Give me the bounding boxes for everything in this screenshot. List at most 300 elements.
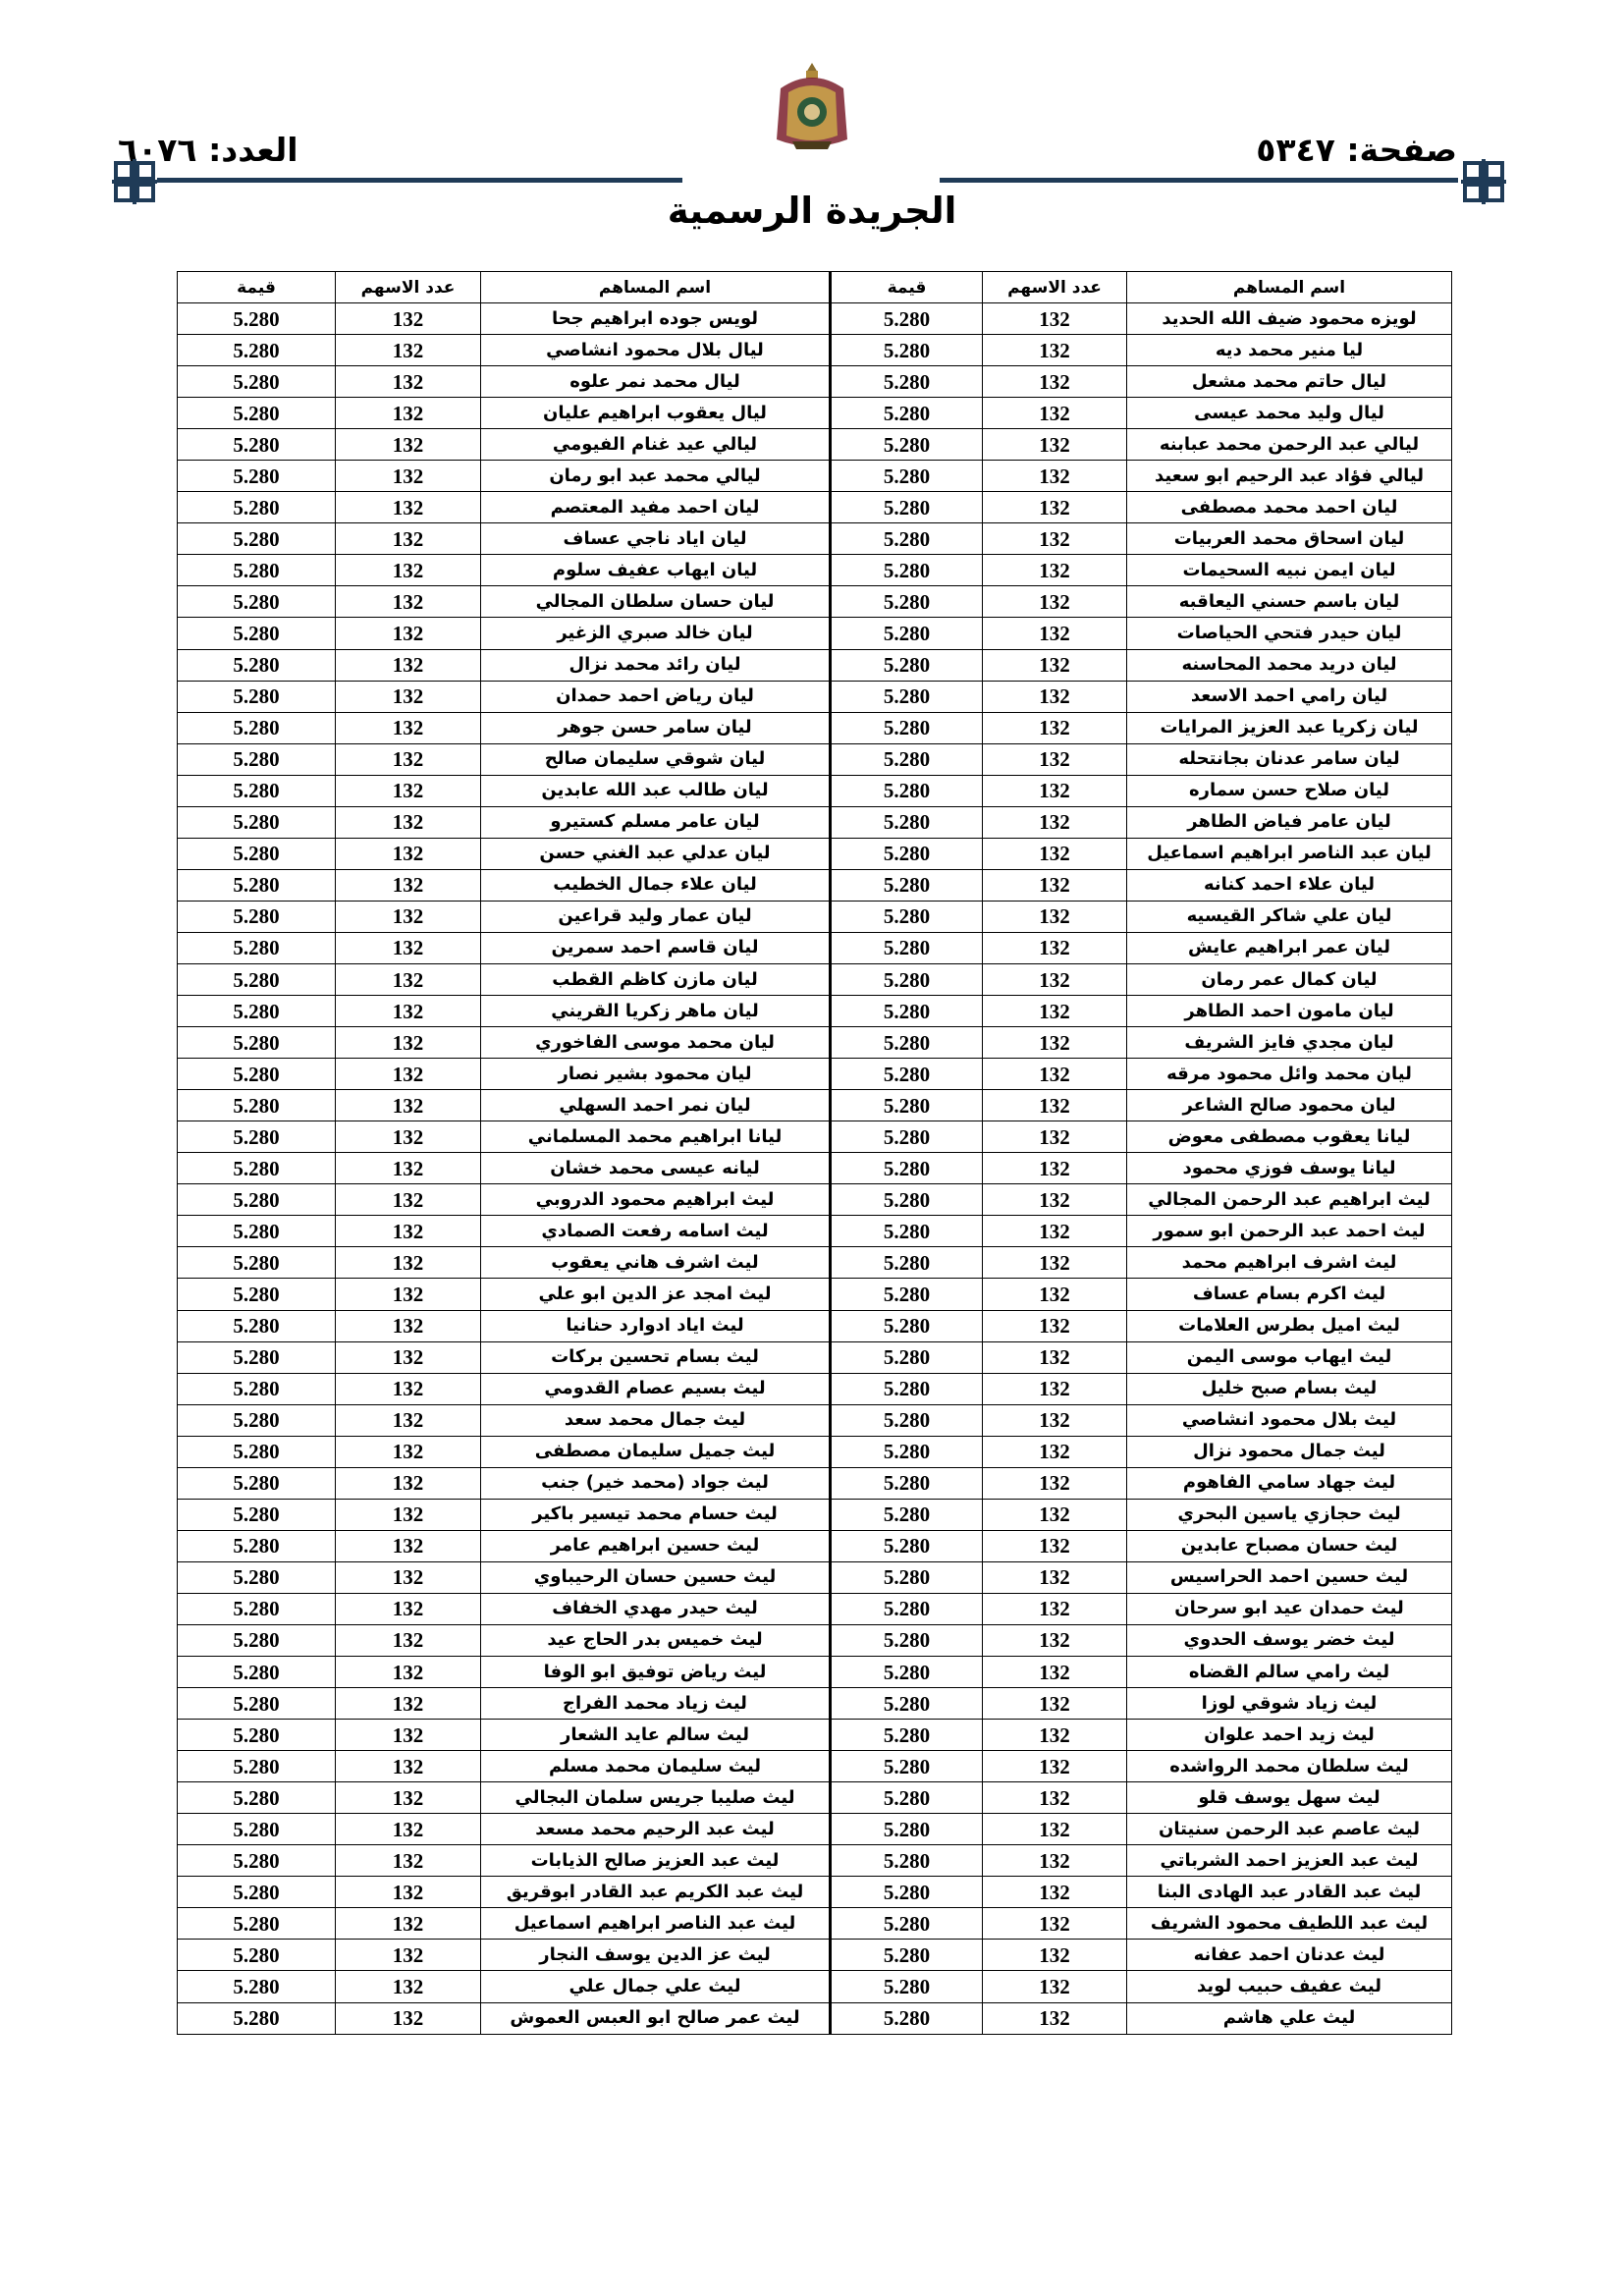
share-count-cell: 132 [336, 806, 481, 838]
share-count-cell: 132 [983, 1153, 1127, 1184]
shareholder-name-cell: ليان عدلي عبد الغني حسن [481, 838, 831, 869]
shareholder-name-cell: ليث حسام محمد تيسير باكير [481, 1499, 831, 1530]
share-value-cell: 5.280 [831, 1247, 983, 1279]
shareholder-name-cell: ليث بسام تحسين بركات [481, 1341, 831, 1373]
share-count-cell: 132 [983, 2002, 1127, 2034]
share-count-cell: 132 [983, 1121, 1127, 1153]
share-value-cell: 5.280 [831, 1310, 983, 1341]
share-count-cell: 132 [336, 429, 481, 461]
share-value-cell: 5.280 [178, 743, 336, 775]
shareholder-name-cell: ليث حسين حسان الرحيباوي [481, 1561, 831, 1593]
shareholder-name-cell: ليث عبد الكريم عبد القادر ابوقريق [481, 1877, 831, 1908]
page-number: صفحة: ٥٣٤٧ [1256, 131, 1457, 169]
shareholder-name-cell: ليال حاتم محمد مشعل [1127, 366, 1452, 398]
shareholder-name-cell: ليانه عيسى محمد خشان [481, 1153, 831, 1184]
share-count-cell: 132 [983, 586, 1127, 618]
share-count-cell: 132 [336, 461, 481, 492]
shareholder-name-cell: ليث حسين احمد الحراسيس [1127, 1561, 1452, 1593]
share-count-cell: 132 [983, 429, 1127, 461]
share-count-cell: 132 [983, 1624, 1127, 1656]
share-count-cell: 132 [336, 932, 481, 963]
shareholder-name-cell: ليث صليبا جريس سلمان البجالي [481, 1782, 831, 1814]
share-value-cell: 5.280 [831, 649, 983, 681]
shareholder-name-cell: ليالي عيد غنام الفيومي [481, 429, 831, 461]
table-row [178, 1782, 1452, 1814]
share-value-cell: 5.280 [178, 1940, 336, 1971]
share-count-cell: 132 [983, 869, 1127, 901]
shareholder-name-cell: ليث امجد عز الدين ابو علي [481, 1279, 831, 1310]
share-count-cell: 132 [336, 1121, 481, 1153]
share-count-cell: 132 [983, 963, 1127, 995]
table-row [178, 429, 1452, 461]
table-row [178, 618, 1452, 649]
shareholder-name-cell: ليث حمدان عيد ابو سرحان [1127, 1593, 1452, 1624]
table-row [178, 1279, 1452, 1310]
share-value-cell: 5.280 [178, 523, 336, 555]
share-value-cell: 5.280 [831, 1908, 983, 1940]
share-count-cell: 132 [336, 1090, 481, 1121]
share-count-cell: 132 [983, 1940, 1127, 1971]
share-count-cell: 132 [983, 1971, 1127, 2002]
share-count-cell: 132 [336, 1436, 481, 1467]
share-count-cell: 132 [336, 303, 481, 335]
shareholder-name-cell: ليانا يوسف فوزي محمود [1127, 1153, 1452, 1184]
share-value-cell: 5.280 [178, 1121, 336, 1153]
shareholder-name-cell: ليال يعقوب ابراهيم عليان [481, 398, 831, 429]
share-count-cell: 132 [336, 1059, 481, 1090]
table-row [178, 1940, 1452, 1971]
table-row [178, 1027, 1452, 1059]
shareholder-name-cell: ليث حسين ابراهيم عامر [481, 1530, 831, 1561]
shareholder-name-cell: ليانا يعقوب مصطفى معوض [1127, 1121, 1452, 1153]
shareholder-name-cell: ليال وليد محمد عيسى [1127, 398, 1452, 429]
shareholder-name-cell: ليث سليمان محمد مسلم [481, 1751, 831, 1782]
share-value-cell: 5.280 [178, 681, 336, 712]
royal-emblem-icon [763, 57, 861, 155]
share-value-cell: 5.280 [178, 1467, 336, 1499]
shareholder-name-cell: ليان صلاح حسن سماره [1127, 775, 1452, 806]
shareholder-name-cell: ليث عبد القادر عبد الهادى البنا [1127, 1877, 1452, 1908]
shareholder-name-cell: ليان عبد الناصر ابراهيم اسماعيل [1127, 838, 1452, 869]
shareholder-name-cell: ليان محمود بشير نصار [481, 1059, 831, 1090]
shareholder-name-cell: ليان رائد محمد نزال [481, 649, 831, 681]
column-header: اسم المساهم [1127, 272, 1452, 303]
shareholder-name-cell: ليث حجازي ياسين البحري [1127, 1499, 1452, 1530]
share-value-cell: 5.280 [178, 712, 336, 743]
shareholder-name-cell: ليث رياض توفيق ابو الوفا [481, 1657, 831, 1688]
share-value-cell: 5.280 [178, 492, 336, 523]
table-row [178, 1657, 1452, 1688]
share-count-cell: 132 [983, 303, 1127, 335]
share-count-cell: 132 [983, 901, 1127, 932]
shareholder-name-cell: ليال بلال محمود انشاصي [481, 335, 831, 366]
share-value-cell: 5.280 [831, 1373, 983, 1404]
share-count-cell: 132 [336, 1720, 481, 1751]
table-row [178, 303, 1452, 335]
shareholder-name-cell: ليث جمال محمود نزال [1127, 1436, 1452, 1467]
shareholder-name-cell: ليان باسم حسني اليعاقبه [1127, 586, 1452, 618]
shareholder-name-cell: ليث اميل بطرس العلامات [1127, 1310, 1452, 1341]
shareholder-name-cell: ليث اكرم بسام عساف [1127, 1279, 1452, 1310]
share-count-cell: 132 [983, 1027, 1127, 1059]
share-count-cell: 132 [983, 1341, 1127, 1373]
share-value-cell: 5.280 [831, 1657, 983, 1688]
share-count-cell: 132 [336, 1940, 481, 1971]
share-count-cell: 132 [983, 932, 1127, 963]
share-value-cell: 5.280 [178, 461, 336, 492]
share-value-cell: 5.280 [178, 1404, 336, 1436]
share-count-cell: 132 [336, 398, 481, 429]
table-row [178, 1751, 1452, 1782]
share-count-cell: 132 [336, 1877, 481, 1908]
share-value-cell: 5.280 [831, 1027, 983, 1059]
table-row [178, 1530, 1452, 1561]
share-count-cell: 132 [983, 649, 1127, 681]
share-value-cell: 5.280 [178, 1436, 336, 1467]
table-row [178, 1561, 1452, 1593]
table-row [178, 398, 1452, 429]
table-row [178, 1624, 1452, 1656]
share-count-cell: 132 [336, 1184, 481, 1216]
shareholder-name-cell: ليان خالد صبري الزغير [481, 618, 831, 649]
share-count-cell: 132 [336, 838, 481, 869]
share-count-cell: 132 [336, 1499, 481, 1530]
share-count-cell: 132 [983, 1373, 1127, 1404]
table-row [178, 1593, 1452, 1624]
table-row [178, 1373, 1452, 1404]
shareholder-name-cell: ليث جمال محمد سعد [481, 1404, 831, 1436]
table-row [178, 1688, 1452, 1720]
shareholder-name-cell: ليث خميس بدر الحاج عيد [481, 1624, 831, 1656]
shareholder-name-cell: ليان ايهاب عفيف سلوم [481, 555, 831, 586]
share-count-cell: 132 [983, 1279, 1127, 1310]
share-value-cell: 5.280 [831, 461, 983, 492]
shareholder-name-cell: ليان رامي احمد الاسعد [1127, 681, 1452, 712]
shareholder-name-cell: ليث ابراهيم محمود الدروبي [481, 1184, 831, 1216]
share-count-cell: 132 [983, 681, 1127, 712]
share-count-cell: 132 [983, 1877, 1127, 1908]
header-rule-right [940, 178, 1458, 183]
share-value-cell: 5.280 [178, 996, 336, 1027]
table-row [178, 1153, 1452, 1184]
shareholder-name-cell: ليالي عبد الرحمن محمد عبابنه [1127, 429, 1452, 461]
share-value-cell: 5.280 [178, 1593, 336, 1624]
share-count-cell: 132 [983, 555, 1127, 586]
share-value-cell: 5.280 [831, 1720, 983, 1751]
shareholder-name-cell: ليان علاء جمال الخطيب [481, 869, 831, 901]
share-count-cell: 132 [336, 492, 481, 523]
table-row [178, 1121, 1452, 1153]
share-value-cell: 5.280 [178, 2002, 336, 2034]
shareholder-name-cell: ليال محمد نمر علوه [481, 366, 831, 398]
shareholder-name-cell: ليان قاسم احمد سمرين [481, 932, 831, 963]
share-value-cell: 5.280 [831, 1845, 983, 1877]
table-row [178, 743, 1452, 775]
share-count-cell: 132 [983, 1530, 1127, 1561]
shareholder-name-cell: ليان سامر عدنان بجانتحله [1127, 743, 1452, 775]
table-row [178, 366, 1452, 398]
table-row [178, 869, 1452, 901]
share-count-cell: 132 [336, 1593, 481, 1624]
share-count-cell: 132 [983, 366, 1127, 398]
share-count-cell: 132 [336, 1153, 481, 1184]
share-count-cell: 132 [336, 1657, 481, 1688]
shareholder-name-cell: ليث علي جمال علي [481, 1971, 831, 2002]
shareholder-name-cell: ليان حيدر فتحي الحياصات [1127, 618, 1452, 649]
shareholder-name-cell: ليث سهل يوسف قلو [1127, 1782, 1452, 1814]
share-count-cell: 132 [336, 1845, 481, 1877]
share-value-cell: 5.280 [178, 618, 336, 649]
table-row [178, 335, 1452, 366]
shareholder-name-cell: ليث خضر يوسف الحدوي [1127, 1624, 1452, 1656]
table-row [178, 1845, 1452, 1877]
shareholder-name-cell: ليان زكريا عبد العزيز المرايات [1127, 712, 1452, 743]
share-value-cell: 5.280 [831, 1877, 983, 1908]
share-value-cell: 5.280 [178, 932, 336, 963]
share-value-cell: 5.280 [178, 335, 336, 366]
share-value-cell: 5.280 [831, 1499, 983, 1530]
shareholder-name-cell: ليث بسام صبح خليل [1127, 1373, 1452, 1404]
share-value-cell: 5.280 [831, 398, 983, 429]
share-count-cell: 132 [983, 1720, 1127, 1751]
table-row [178, 901, 1452, 932]
share-value-cell: 5.280 [178, 1530, 336, 1561]
share-count-cell: 132 [983, 1593, 1127, 1624]
share-count-cell: 132 [336, 996, 481, 1027]
share-count-cell: 132 [983, 1404, 1127, 1436]
share-count-cell: 132 [336, 1404, 481, 1436]
share-count-cell: 132 [336, 1782, 481, 1814]
share-count-cell: 132 [983, 838, 1127, 869]
share-value-cell: 5.280 [831, 838, 983, 869]
shareholder-name-cell: ليان محمود صالح الشاعر [1127, 1090, 1452, 1121]
table-row [178, 1216, 1452, 1247]
share-value-cell: 5.280 [178, 1279, 336, 1310]
shareholder-name-cell: ليث سالم عايد الشعار [481, 1720, 831, 1751]
share-value-cell: 5.280 [178, 1027, 336, 1059]
share-value-cell: 5.280 [831, 1940, 983, 1971]
share-value-cell: 5.280 [831, 1751, 983, 1782]
share-count-cell: 132 [336, 775, 481, 806]
table-row [178, 681, 1452, 712]
share-count-cell: 132 [983, 1499, 1127, 1530]
share-value-cell: 5.280 [831, 1688, 983, 1720]
share-value-cell: 5.280 [178, 1059, 336, 1090]
shareholder-name-cell: ليان اسحاق محمد العربيات [1127, 523, 1452, 555]
share-value-cell: 5.280 [831, 712, 983, 743]
share-value-cell: 5.280 [831, 775, 983, 806]
share-value-cell: 5.280 [178, 649, 336, 681]
share-value-cell: 5.280 [831, 492, 983, 523]
share-value-cell: 5.280 [831, 335, 983, 366]
share-count-cell: 132 [336, 743, 481, 775]
shareholder-name-cell: ليث احمد عبد الرحمن ابو سمور [1127, 1216, 1452, 1247]
share-value-cell: 5.280 [831, 1814, 983, 1845]
shareholder-name-cell: ليث عفيف حبيب لويد [1127, 1971, 1452, 2002]
share-count-cell: 132 [336, 1341, 481, 1373]
share-count-cell: 132 [336, 1814, 481, 1845]
share-count-cell: 132 [336, 649, 481, 681]
share-count-cell: 132 [336, 2002, 481, 2034]
share-count-cell: 132 [983, 461, 1127, 492]
share-value-cell: 5.280 [831, 1279, 983, 1310]
share-value-cell: 5.280 [178, 775, 336, 806]
table-row [178, 1971, 1452, 2002]
share-value-cell: 5.280 [831, 1436, 983, 1467]
share-count-cell: 132 [336, 1216, 481, 1247]
shareholder-name-cell: ليث زياد محمد الفراج [481, 1688, 831, 1720]
shareholder-name-cell: ليث اسامه رفعت الصمادي [481, 1216, 831, 1247]
shareholder-name-cell: ليان علي شاكر القيسيه [1127, 901, 1452, 932]
share-count-cell: 132 [983, 1467, 1127, 1499]
shareholder-name-cell: ليث عدنان احمد عفانه [1127, 1940, 1452, 1971]
share-count-cell: 132 [336, 1624, 481, 1656]
share-count-cell: 132 [983, 1657, 1127, 1688]
shareholder-name-cell: ليث سلطان محمد الرواشده [1127, 1751, 1452, 1782]
share-value-cell: 5.280 [831, 586, 983, 618]
share-count-cell: 132 [983, 1845, 1127, 1877]
table-row [178, 996, 1452, 1027]
shareholder-name-cell: ليث عبد اللطيف محمود الشريف [1127, 1908, 1452, 1940]
share-count-cell: 132 [336, 712, 481, 743]
table-row [178, 586, 1452, 618]
table-row [178, 806, 1452, 838]
share-count-cell: 132 [336, 586, 481, 618]
table-row [178, 1090, 1452, 1121]
shareholder-name-cell: ليان حسان سلطان المجالي [481, 586, 831, 618]
shareholder-name-cell: ليث جميل سليمان مصطفى [481, 1436, 831, 1467]
column-header: قيمة [831, 272, 983, 303]
header-rule-left [157, 178, 682, 183]
share-value-cell: 5.280 [178, 1720, 336, 1751]
table-row [178, 492, 1452, 523]
share-count-cell: 132 [983, 1310, 1127, 1341]
share-count-cell: 132 [336, 1530, 481, 1561]
share-value-cell: 5.280 [831, 555, 983, 586]
share-value-cell: 5.280 [831, 2002, 983, 2034]
share-value-cell: 5.280 [831, 1593, 983, 1624]
share-count-cell: 132 [983, 1247, 1127, 1279]
share-count-cell: 132 [336, 555, 481, 586]
share-count-cell: 132 [983, 712, 1127, 743]
share-count-cell: 132 [336, 1751, 481, 1782]
shareholder-name-cell: ليث زياد شوقي لوزا [1127, 1688, 1452, 1720]
share-count-cell: 132 [983, 996, 1127, 1027]
share-count-cell: 132 [336, 523, 481, 555]
share-value-cell: 5.280 [178, 901, 336, 932]
share-value-cell: 5.280 [831, 963, 983, 995]
share-count-cell: 132 [336, 1247, 481, 1279]
shareholder-name-cell: ليان عامر مسلم كستيرو [481, 806, 831, 838]
table-row [178, 523, 1452, 555]
share-count-cell: 132 [336, 869, 481, 901]
share-value-cell: 5.280 [831, 523, 983, 555]
share-value-cell: 5.280 [831, 366, 983, 398]
share-value-cell: 5.280 [831, 1971, 983, 2002]
issue-number: العدد: ٦٠٧٦ [118, 131, 298, 169]
share-value-cell: 5.280 [831, 1341, 983, 1373]
shareholder-name-cell: ليث جواد (محمد خير) جنب [481, 1467, 831, 1499]
share-count-cell: 132 [336, 618, 481, 649]
shareholder-name-cell: ليان علاء احمد كنانه [1127, 869, 1452, 901]
share-count-cell: 132 [336, 335, 481, 366]
share-value-cell: 5.280 [178, 838, 336, 869]
share-value-cell: 5.280 [831, 1153, 983, 1184]
share-count-cell: 132 [983, 618, 1127, 649]
table-row [178, 1341, 1452, 1373]
share-value-cell: 5.280 [178, 303, 336, 335]
shareholder-name-cell: ليان عامر فياض الطاهر [1127, 806, 1452, 838]
share-count-cell: 132 [336, 1908, 481, 1940]
share-value-cell: 5.280 [831, 901, 983, 932]
table-row [178, 963, 1452, 995]
share-count-cell: 132 [336, 1467, 481, 1499]
share-value-cell: 5.280 [831, 996, 983, 1027]
shareholder-name-cell: ليان محمد موسى الفاخوري [481, 1027, 831, 1059]
share-count-cell: 132 [983, 1561, 1127, 1593]
shareholder-name-cell: ليان شوقي سليمان صالح [481, 743, 831, 775]
share-value-cell: 5.280 [831, 1467, 983, 1499]
shareholder-name-cell: ليث زيد احمد علوان [1127, 1720, 1452, 1751]
shareholder-name-cell: ليث جهاد سامي الفاهوم [1127, 1467, 1452, 1499]
share-value-cell: 5.280 [178, 555, 336, 586]
table-row [178, 1720, 1452, 1751]
share-count-cell: 132 [336, 1971, 481, 2002]
share-count-cell: 132 [983, 806, 1127, 838]
share-value-cell: 5.280 [178, 806, 336, 838]
shareholder-name-cell: ليث عبد الرحيم محمد مسعد [481, 1814, 831, 1845]
shareholder-name-cell: ليث عز الدين يوسف النجار [481, 1940, 831, 1971]
share-value-cell: 5.280 [178, 1341, 336, 1373]
share-value-cell: 5.280 [831, 1090, 983, 1121]
table-row [178, 1814, 1452, 1845]
table-row [178, 1467, 1452, 1499]
table-row [178, 838, 1452, 869]
share-value-cell: 5.280 [831, 1624, 983, 1656]
share-value-cell: 5.280 [178, 1310, 336, 1341]
share-value-cell: 5.280 [178, 1561, 336, 1593]
share-count-cell: 132 [983, 1908, 1127, 1940]
share-count-cell: 132 [336, 1688, 481, 1720]
share-count-cell: 132 [336, 1561, 481, 1593]
share-count-cell: 132 [983, 1688, 1127, 1720]
page-title: الجريدة الرسمية [667, 190, 957, 232]
share-count-cell: 132 [983, 492, 1127, 523]
shareholder-name-cell: ليان كمال عمر رمان [1127, 963, 1452, 995]
shareholder-name-cell: ليث رامي سالم القضاه [1127, 1657, 1452, 1688]
share-value-cell: 5.280 [178, 1153, 336, 1184]
share-count-cell: 132 [983, 1184, 1127, 1216]
shareholder-name-cell: ليان احمد مفيد المعتصم [481, 492, 831, 523]
table-row [178, 1310, 1452, 1341]
share-value-cell: 5.280 [178, 1624, 336, 1656]
share-value-cell: 5.280 [178, 1845, 336, 1877]
shareholder-name-cell: ليالي محمد عبد ابو رمان [481, 461, 831, 492]
share-value-cell: 5.280 [831, 618, 983, 649]
share-value-cell: 5.280 [178, 1908, 336, 1940]
table-row [178, 1404, 1452, 1436]
shareholder-name-cell: ليث اياد ادوارد حنانيا [481, 1310, 831, 1341]
shareholder-name-cell: ليانا ابراهيم محمد المسلماني [481, 1121, 831, 1153]
shareholder-name-cell: ليث ابراهيم عبد الرحمن المجالي [1127, 1184, 1452, 1216]
table-row [178, 1436, 1452, 1467]
table-row [178, 1247, 1452, 1279]
shareholder-name-cell: ليث بلال محمود انشاصي [1127, 1404, 1452, 1436]
share-value-cell: 5.280 [178, 1877, 336, 1908]
table-row [178, 555, 1452, 586]
column-header: اسم المساهم [481, 272, 831, 303]
share-value-cell: 5.280 [178, 1499, 336, 1530]
